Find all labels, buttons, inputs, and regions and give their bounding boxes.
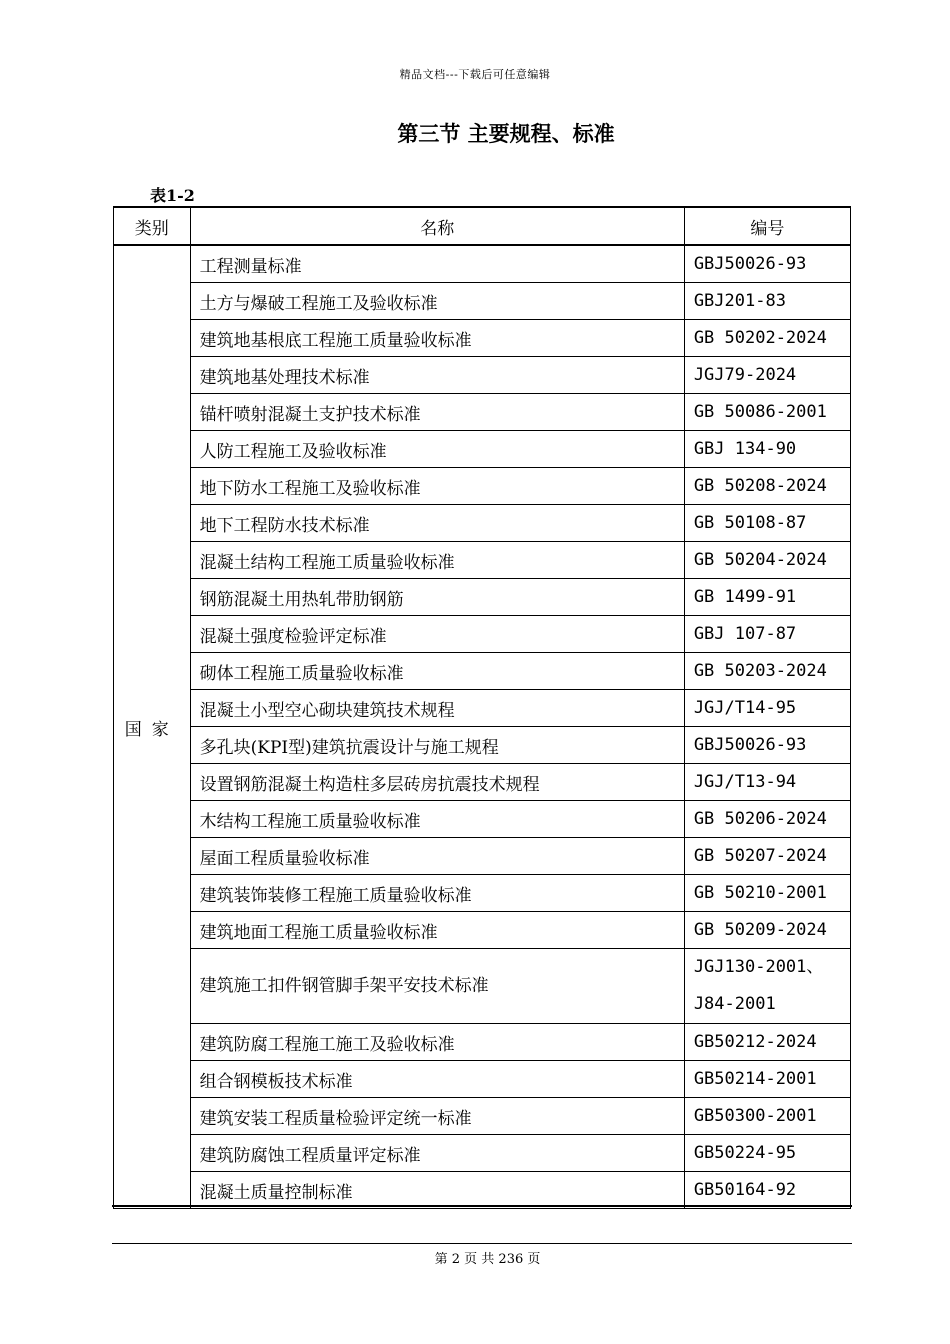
header-code: 编号 <box>684 207 850 245</box>
header-name: 名称 <box>190 207 684 245</box>
standard-code: GB 50206-2024 <box>684 801 850 838</box>
table-row <box>114 1135 851 1172</box>
standard-code <box>684 949 850 1024</box>
table-row <box>114 1172 851 1209</box>
standard-name: 建筑安装工程质量检验评定统一标准 <box>190 1098 684 1135</box>
table-row <box>114 357 851 394</box>
standard-name: 建筑地面工程施工质量验收标准 <box>190 912 684 949</box>
standard-code: GB 1499-91 <box>684 579 850 616</box>
standard-code: GB 50210-2001 <box>684 875 850 912</box>
standard-code: GBJ50026-93 <box>684 245 850 283</box>
standard-code: GB50212-2024 <box>684 1024 850 1061</box>
standard-code-line: JGJ130-2001、 <box>693 957 824 977</box>
table-row <box>114 394 851 431</box>
table-row <box>114 1098 851 1135</box>
table-row <box>114 579 851 616</box>
standard-code: GB 50208-2024 <box>684 468 850 505</box>
standard-name: 混凝土结构工程施工质量验收标准 <box>190 542 684 579</box>
standard-code: JGJ/T14-95 <box>684 690 850 727</box>
standard-name: 组合钢模板技术标准 <box>190 1061 684 1098</box>
standard-name: 多孔块(KPⅠ型)建筑抗震设计与施工规程 <box>190 727 684 764</box>
table-row <box>114 801 851 838</box>
standard-name: 钢筋混凝土用热轧带肋钢筋 <box>190 579 684 616</box>
standard-code: JGJ79-2024 <box>684 357 850 394</box>
table-row <box>114 949 851 1024</box>
standard-name: 木结构工程施工质量验收标准 <box>190 801 684 838</box>
standard-code: GBJ 134-90 <box>684 431 850 468</box>
table-row <box>114 245 851 283</box>
table-row <box>114 320 851 357</box>
standard-code: GB 50207-2024 <box>684 838 850 875</box>
standard-name: 土方与爆破工程施工及验收标准 <box>190 283 684 320</box>
standard-code: GB50214-2001 <box>684 1061 850 1098</box>
table-bottom-border <box>112 1205 852 1207</box>
standard-name: 建筑地基根底工程施工质量验收标准 <box>190 320 684 357</box>
standard-name: 屋面工程质量验收标准 <box>190 838 684 875</box>
table-row <box>114 875 851 912</box>
table-row <box>114 764 851 801</box>
standard-name: 建筑防腐蚀工程质量评定标准 <box>190 1135 684 1172</box>
header-note: 精品文档---下载后可任意编辑 <box>399 68 551 81</box>
standard-code: GB50300-2001 <box>684 1098 850 1135</box>
table-row <box>114 838 851 875</box>
standard-name: 建筑施工扣件钢管脚手架平安技术标准 <box>190 949 684 1024</box>
standard-code: GBJ 107-87 <box>684 616 850 653</box>
table-row <box>114 653 851 690</box>
section-title: 第三节 主要规程、标准 <box>397 122 615 146</box>
table-row <box>114 542 851 579</box>
standard-name: 砌体工程施工质量验收标准 <box>190 653 684 690</box>
table-label: 表1-2 <box>150 186 195 205</box>
standard-name: 建筑地基处理技术标准 <box>190 357 684 394</box>
table-row <box>114 505 851 542</box>
footer-page-number: 第 2 页 共 236 页 <box>434 1252 541 1267</box>
standard-code: GB 50209-2024 <box>684 912 850 949</box>
table-row <box>114 431 851 468</box>
table-row <box>114 468 851 505</box>
standard-code: JGJ/T13-94 <box>684 764 850 801</box>
standard-code: GB 50203-2024 <box>684 653 850 690</box>
standard-code: GB 50204-2024 <box>684 542 850 579</box>
table-row <box>114 616 851 653</box>
category-cell: 国家 <box>114 245 191 1209</box>
standard-name: 锚杆喷射混凝土支护技术标准 <box>190 394 684 431</box>
standard-code: GB50164-92 <box>684 1172 850 1209</box>
table-row <box>114 690 851 727</box>
standard-code: GB 50086-2001 <box>684 394 850 431</box>
standard-name: 工程测量标准 <box>190 245 684 283</box>
standard-code: GB 50108-87 <box>684 505 850 542</box>
table-row <box>114 1024 851 1061</box>
table-row <box>114 727 851 764</box>
standard-name: 混凝土小型空心砌块建筑技术规程 <box>190 690 684 727</box>
standard-name: 混凝土强度检验评定标准 <box>190 616 684 653</box>
standard-name: 人防工程施工及验收标准 <box>190 431 684 468</box>
standard-code: GB 50202-2024 <box>684 320 850 357</box>
standard-name: 建筑装饰装修工程施工质量验收标准 <box>190 875 684 912</box>
header-category: 类别 <box>114 207 191 245</box>
standard-name: 设置钢筋混凝土构造柱多层砖房抗震技术规程 <box>190 764 684 801</box>
standard-code: GBJ201-83 <box>684 283 850 320</box>
footer-rule <box>112 1243 852 1244</box>
standards-table <box>113 206 851 1209</box>
standard-name: 建筑防腐工程施工施工及验收标准 <box>190 1024 684 1061</box>
standard-name: 地下工程防水技术标准 <box>190 505 684 542</box>
table-row <box>114 1061 851 1098</box>
table-row <box>114 283 851 320</box>
standard-code: GBJ50026-93 <box>684 727 850 764</box>
standard-name: 地下防水工程施工及验收标准 <box>190 468 684 505</box>
table-row <box>114 912 851 949</box>
standard-code: GB50224-95 <box>684 1135 850 1172</box>
table-header-row <box>114 207 851 245</box>
standard-code-line: J84-2001 <box>693 994 776 1014</box>
standard-name: 混凝土质量控制标准 <box>190 1172 684 1209</box>
